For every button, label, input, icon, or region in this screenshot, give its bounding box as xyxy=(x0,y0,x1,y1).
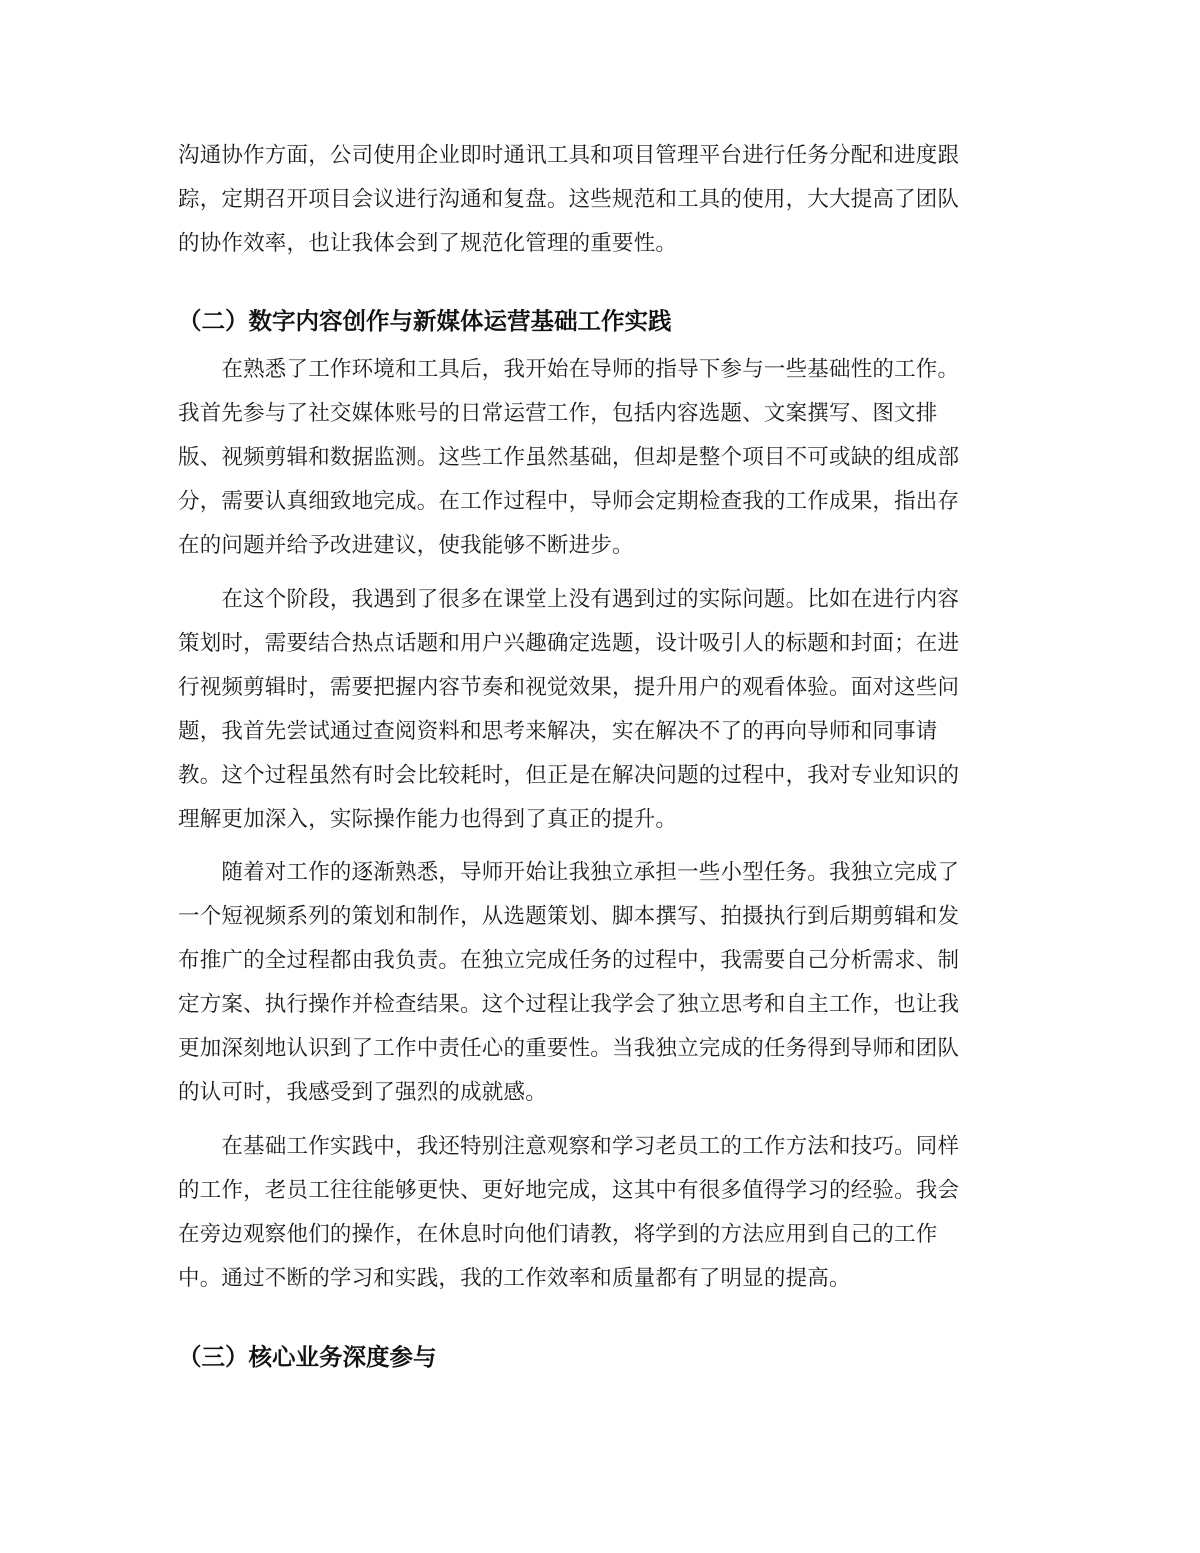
text-line: 在熟悉了工作环境和工具后，我开始在导师的指导下参与一些基础性的工作。 xyxy=(178,357,960,382)
text-line: 中。通过不断的学习和实践，我的工作效率和质量都有了明显的提高。 xyxy=(178,1266,851,1291)
text-line: 在的问题并给予改进建议，使我能够不断进步。 xyxy=(178,533,634,558)
text-line: 定方案、执行操作并检查结果。这个过程让我学会了独立思考和自主工作，也让我 xyxy=(178,992,960,1017)
section-heading: （二）数字内容创作与新媒体运营基础工作实践 xyxy=(178,307,672,335)
text-line: 沟通协作方面，公司使用企业即时通讯工具和项目管理平台进行任务分配和进度跟 xyxy=(178,143,960,168)
text-line: 踪，定期召开项目会议进行沟通和复盘。这些规范和工具的使用，大大提高了团队 xyxy=(178,187,960,212)
text-line: 布推广的全过程都由我负责。在独立完成任务的过程中，我需要自己分析需求、制 xyxy=(178,948,960,973)
text-line: 随着对工作的逐渐熟悉，导师开始让我独立承担一些小型任务。我独立完成了 xyxy=(178,860,960,885)
text-line: 更加深刻地认识到了工作中责任心的重要性。当我独立完成的任务得到导师和团队 xyxy=(178,1036,960,1061)
text-line: 教。这个过程虽然有时会比较耗时，但正是在解决问题的过程中，我对专业知识的 xyxy=(178,763,960,788)
text-line: 一个短视频系列的策划和制作，从选题策划、脚本撰写、拍摄执行到后期剪辑和发 xyxy=(178,904,960,929)
text-line: 在旁边观察他们的操作，在休息时向他们请教，将学到的方法应用到自己的工作 xyxy=(178,1222,938,1247)
text-line: 版、视频剪辑和数据监测。这些工作虽然基础，但却是整个项目不可或缺的组成部 xyxy=(178,445,960,470)
text-line: 的工作，老员工往往能够更快、更好地完成，这其中有很多值得学习的经验。我会 xyxy=(178,1178,960,1203)
text-line: 理解更加深入，实际操作能力也得到了真正的提升。 xyxy=(178,807,678,832)
text-line: 在这个阶段，我遇到了很多在课堂上没有遇到过的实际问题。比如在进行内容 xyxy=(178,587,960,612)
text-line: 分，需要认真细致地完成。在工作过程中，导师会定期检查我的工作成果，指出存 xyxy=(178,489,960,514)
text-line: 行视频剪辑时，需要把握内容节奏和视觉效果，提升用户的观看体验。面对这些问 xyxy=(178,675,960,700)
text-line: 我首先参与了社交媒体账号的日常运营工作，包括内容选题、文案撰写、图文排 xyxy=(178,401,938,426)
text-line: 的认可时，我感受到了强烈的成就感。 xyxy=(178,1080,547,1105)
text-line: 在基础工作实践中，我还特别注意观察和学习老员工的工作方法和技巧。同样 xyxy=(178,1134,960,1159)
section-heading: （三）核心业务深度参与 xyxy=(178,1343,437,1371)
text-line: 的协作效率，也让我体会到了规范化管理的重要性。 xyxy=(178,231,678,256)
text-line: 策划时，需要结合热点话题和用户兴趣确定选题，设计吸引人的标题和封面；在进 xyxy=(178,631,960,656)
text-line: 题，我首先尝试通过查阅资料和思考来解决，实在解决不了的再向导师和同事请 xyxy=(178,719,938,744)
